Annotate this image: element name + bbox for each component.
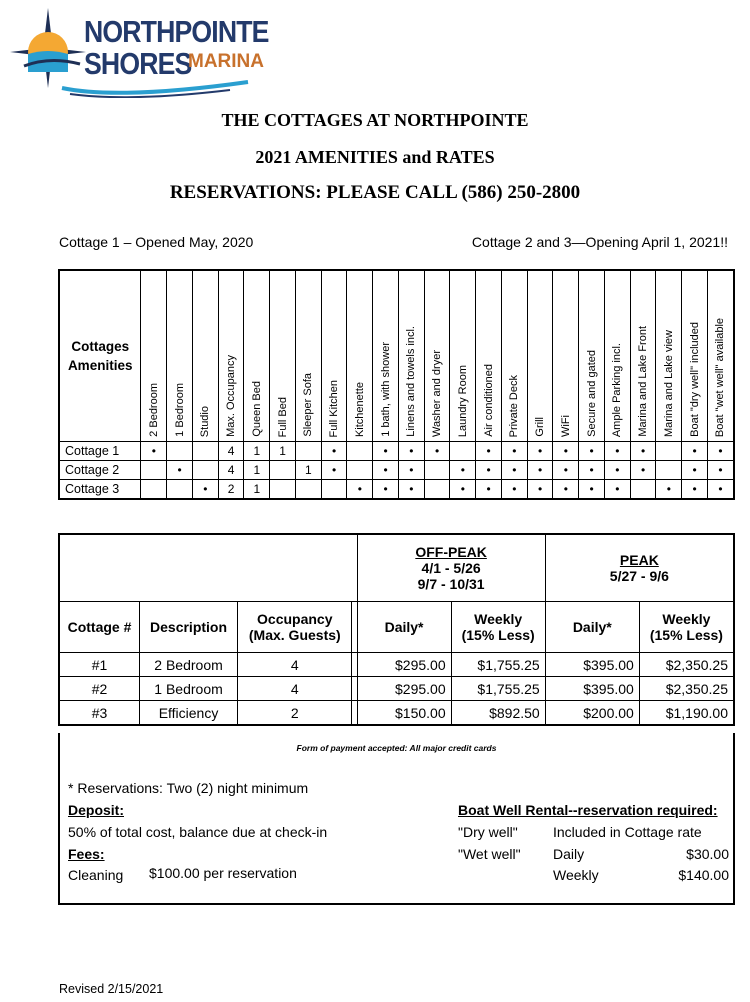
rate-offpeak-weekly: $1,755.25	[451, 677, 545, 701]
amenity-cell	[656, 461, 682, 480]
rate-description: Efficiency	[139, 701, 237, 726]
col-description: Description	[139, 602, 237, 653]
amenity-cell: •	[501, 442, 527, 461]
amenity-cell	[424, 461, 450, 480]
rate-cottage-number: #2	[59, 677, 139, 701]
amenity-cell	[347, 461, 373, 480]
amenity-cell: •	[604, 461, 630, 480]
amenity-row	[59, 461, 734, 480]
amenity-cell: •	[604, 442, 630, 461]
fees-label: Fees:	[68, 846, 105, 862]
amenity-cell: •	[476, 442, 502, 461]
logo-line1: NORTHPOINTE	[84, 14, 269, 49]
payment-note: Form of payment accepted: All major credit cards	[296, 743, 497, 753]
amenity-column-header	[579, 270, 605, 442]
amenity-row	[59, 480, 734, 500]
col-peak-daily: Daily*	[545, 602, 639, 653]
amenity-column-label: Laundry Room	[456, 364, 469, 437]
amenity-cell: •	[527, 442, 553, 461]
amenity-cell: •	[450, 461, 476, 480]
amenities-header-row	[59, 270, 734, 442]
amenity-cell	[321, 480, 347, 500]
amenity-column-header	[682, 270, 708, 442]
amenity-column-header	[373, 270, 399, 442]
col-occupancy	[238, 602, 352, 653]
amenity-row-label: Cottage 1	[59, 442, 141, 461]
cottage23-opening: Cottage 2 and 3—Opening April 1, 2021!!	[471, 234, 728, 250]
rate-peak-daily: $395.00	[545, 677, 639, 701]
col-occupancy-line2: (Max. Guests)	[248, 627, 341, 643]
amenity-cell	[192, 442, 218, 461]
rate-peak-weekly: $2,350.25	[639, 653, 734, 677]
amenity-cell: •	[476, 480, 502, 500]
amenity-cell: •	[373, 480, 399, 500]
rates-table	[58, 533, 735, 726]
wet-daily-label: Daily	[553, 846, 585, 862]
rate-cottage-number: #1	[59, 653, 139, 677]
amenity-column-label: Air conditioned	[482, 364, 495, 437]
amenity-column-header	[218, 270, 244, 442]
amenity-column-header	[707, 270, 734, 442]
amenity-cell: •	[682, 461, 708, 480]
amenity-column-label: Secure and gated	[585, 350, 598, 437]
amenity-row	[59, 442, 734, 461]
rate-occupancy: 4	[238, 653, 352, 677]
rate-occupancy: 4	[238, 677, 352, 701]
amenity-column-header	[527, 270, 553, 442]
amenity-cell	[167, 442, 193, 461]
amenity-column-header	[167, 270, 193, 442]
wet-daily-value: $30.00	[686, 846, 729, 862]
rate-offpeak-daily: $295.00	[357, 653, 451, 677]
offpeak-range2: 9/7 - 10/31	[417, 576, 485, 592]
corner-line2: Amenities	[67, 358, 133, 373]
amenity-cell	[270, 480, 296, 500]
amenity-cell: 4	[218, 442, 244, 461]
amenity-column-label: Queen Bed	[250, 381, 263, 437]
amenity-cell: •	[553, 442, 579, 461]
amenity-cell: •	[373, 461, 399, 480]
dry-well-value: Included in Cottage rate	[553, 824, 702, 840]
col-offpeak-weekly-line1: Weekly	[474, 611, 523, 627]
amenity-column-header	[270, 270, 296, 442]
col-peak-weekly	[639, 602, 734, 653]
amenity-cell: •	[321, 442, 347, 461]
amenity-cell: •	[476, 461, 502, 480]
amenity-cell: •	[501, 461, 527, 480]
col-offpeak-daily: Daily*	[357, 602, 451, 653]
amenity-cell: •	[450, 480, 476, 500]
amenity-cell: 2	[218, 480, 244, 500]
rate-occupancy: 2	[238, 701, 352, 726]
rate-row	[59, 677, 734, 701]
amenity-column-label: Ample Parking incl.	[611, 342, 624, 437]
amenity-cell: •	[707, 442, 734, 461]
amenity-column-header	[321, 270, 347, 442]
amenity-column-header	[553, 270, 579, 442]
amenity-cell	[295, 480, 321, 500]
col-offpeak-weekly	[451, 602, 545, 653]
amenity-cell: 1	[244, 461, 270, 480]
amenity-column-label: Boat "wet well" available	[714, 317, 727, 437]
amenity-cell: •	[192, 480, 218, 500]
amenity-column-label: Boat "dry well" included	[688, 322, 701, 437]
amenity-cell: •	[424, 442, 450, 461]
col-offpeak-weekly-line2: (15% Less)	[461, 627, 535, 643]
amenity-cell	[141, 461, 167, 480]
amenity-cell	[141, 480, 167, 500]
amenity-cell: •	[579, 442, 605, 461]
amenity-column-label: Linens and towels incl.	[405, 326, 418, 437]
amenity-cell	[295, 442, 321, 461]
amenity-column-label: Studio	[199, 405, 212, 437]
rate-peak-daily: $200.00	[545, 701, 639, 726]
deposit-text: 50% of total cost, balance due at check-in	[68, 824, 328, 840]
deposit-label: Deposit:	[68, 802, 124, 818]
rate-offpeak-weekly: $1,755.25	[451, 653, 545, 677]
amenity-cell: •	[373, 442, 399, 461]
amenity-column-label: Marina and Lake Front	[637, 326, 650, 437]
amenity-column-header	[295, 270, 321, 442]
cleaning-label: Cleaning	[68, 867, 124, 883]
amenity-cell: •	[707, 461, 734, 480]
amenity-cell: •	[630, 442, 656, 461]
page-title: THE COTTAGES AT NORTHPOINTE	[221, 110, 529, 130]
col-peak-weekly-line1: Weekly	[662, 611, 711, 627]
logo-line2: SHORES	[84, 46, 192, 81]
peak-title: PEAK	[619, 552, 659, 568]
amenity-column-label: 1 Bedroom	[173, 383, 186, 437]
amenity-column-label: Marina and Lake view	[662, 329, 675, 437]
amenity-column-header	[656, 270, 682, 442]
amenity-cell: •	[707, 480, 734, 500]
amenity-column-label: Max. Occupancy	[225, 355, 238, 437]
amenity-cell: •	[630, 461, 656, 480]
amenity-cell: •	[682, 442, 708, 461]
compass-sun-icon	[10, 8, 90, 88]
rate-row	[59, 701, 734, 726]
amenity-column-label: Kitchenette	[353, 381, 366, 437]
amenity-column-label: 2 Bedroom	[147, 383, 160, 437]
amenity-cell: •	[141, 442, 167, 461]
rate-description: 2 Bedroom	[139, 653, 237, 677]
amenity-cell: •	[398, 442, 424, 461]
amenity-column-label: Grill	[534, 417, 547, 437]
peak-header	[545, 534, 734, 602]
amenity-cell	[192, 461, 218, 480]
rate-peak-weekly: $1,190.00	[639, 701, 734, 726]
amenity-row-label: Cottage 3	[59, 480, 141, 500]
amenity-cell: •	[604, 480, 630, 500]
amenity-cell: •	[501, 480, 527, 500]
wet-well-label: "Wet well"	[458, 846, 521, 862]
amenity-cell	[347, 442, 373, 461]
notes-box	[58, 733, 735, 905]
amenity-cell	[270, 461, 296, 480]
offpeak-header	[357, 534, 545, 602]
amenity-cell	[167, 480, 193, 500]
period-header-row	[59, 534, 734, 602]
amenity-column-header	[501, 270, 527, 442]
amenities-table	[58, 269, 735, 500]
amenity-row-label: Cottage 2	[59, 461, 141, 480]
amenity-cell: 1	[295, 461, 321, 480]
rate-offpeak-weekly: $892.50	[451, 701, 545, 726]
amenity-column-header	[450, 270, 476, 442]
amenity-cell	[630, 480, 656, 500]
amenity-cell	[424, 480, 450, 500]
rate-offpeak-daily: $295.00	[357, 677, 451, 701]
amenities-corner-label	[59, 270, 141, 442]
amenity-column-label: WiFi	[559, 415, 572, 437]
amenity-column-label: Private Deck	[508, 374, 521, 437]
amenity-column-label: Sleeper Sofa	[302, 373, 315, 437]
amenity-column-header	[244, 270, 270, 442]
col-peak-weekly-line2: (15% Less)	[649, 627, 723, 643]
rate-row	[59, 653, 734, 677]
min-nights-note: * Reservations: Two (2) night minimum	[68, 780, 309, 796]
amenity-cell: •	[553, 480, 579, 500]
cottage1-opening: Cottage 1 – Opened May, 2020	[59, 234, 254, 250]
amenity-cell: 1	[270, 442, 296, 461]
offpeak-range1: 4/1 - 5/26	[421, 560, 481, 576]
amenity-cell: •	[682, 480, 708, 500]
amenity-cell	[656, 442, 682, 461]
rate-peak-weekly: $2,350.25	[639, 677, 734, 701]
rate-cottage-number: #3	[59, 701, 139, 726]
corner-line1: Cottages	[71, 339, 130, 354]
amenity-column-label: 1 bath, with shower	[379, 342, 392, 437]
rate-offpeak-daily: $150.00	[357, 701, 451, 726]
amenity-column-label: Full Bed	[276, 396, 289, 437]
amenity-column-label: Washer and dryer	[431, 349, 444, 437]
amenity-cell: •	[398, 461, 424, 480]
wave-swoosh-icon	[60, 78, 250, 98]
amenity-column-header	[604, 270, 630, 442]
rate-peak-daily: $395.00	[545, 653, 639, 677]
amenity-cell: •	[656, 480, 682, 500]
peak-range1: 5/27 - 9/6	[609, 568, 669, 584]
blank-corner	[59, 534, 357, 602]
amenity-column-header	[398, 270, 424, 442]
amenity-column-header	[347, 270, 373, 442]
col-cottage: Cottage #	[59, 602, 139, 653]
amenity-cell: •	[527, 461, 553, 480]
amenity-column-header	[141, 270, 167, 442]
reservation-phone: RESERVATIONS: PLEASE CALL (586) 250-2800	[169, 182, 581, 203]
amenity-cell: •	[579, 480, 605, 500]
amenity-cell: •	[579, 461, 605, 480]
amenity-cell: 4	[218, 461, 244, 480]
amenity-cell: 1	[244, 480, 270, 500]
rate-description: 1 Bedroom	[139, 677, 237, 701]
revised-date: Revised 2/15/2021	[59, 982, 164, 996]
amenity-column-header	[476, 270, 502, 442]
amenity-cell: •	[167, 461, 193, 480]
page-subtitle: 2021 AMENITIES and RATES	[255, 147, 495, 167]
marina-logo	[10, 6, 269, 98]
col-occupancy-line1: Occupancy	[257, 611, 333, 627]
dry-well-label: "Dry well"	[458, 824, 518, 840]
amenity-cell: •	[398, 480, 424, 500]
amenity-cell: •	[321, 461, 347, 480]
amenity-column-header	[424, 270, 450, 442]
column-header-row	[59, 602, 734, 653]
amenity-cell: •	[527, 480, 553, 500]
cleaning-value: $100.00 per reservation	[149, 865, 297, 881]
amenity-column-header	[192, 270, 218, 442]
amenity-cell: 1	[244, 442, 270, 461]
amenity-column-header	[630, 270, 656, 442]
logo-marina: MARINA	[188, 51, 264, 72]
boat-well-title: Boat Well Rental--reservation required:	[458, 802, 718, 818]
offpeak-title: OFF-PEAK	[415, 544, 487, 560]
wet-weekly-value: $140.00	[678, 867, 729, 883]
amenity-cell: •	[347, 480, 373, 500]
amenity-cell: •	[553, 461, 579, 480]
amenity-cell	[450, 442, 476, 461]
wet-weekly-label: Weekly	[553, 867, 599, 883]
amenity-column-label: Full Kitchen	[328, 379, 341, 437]
